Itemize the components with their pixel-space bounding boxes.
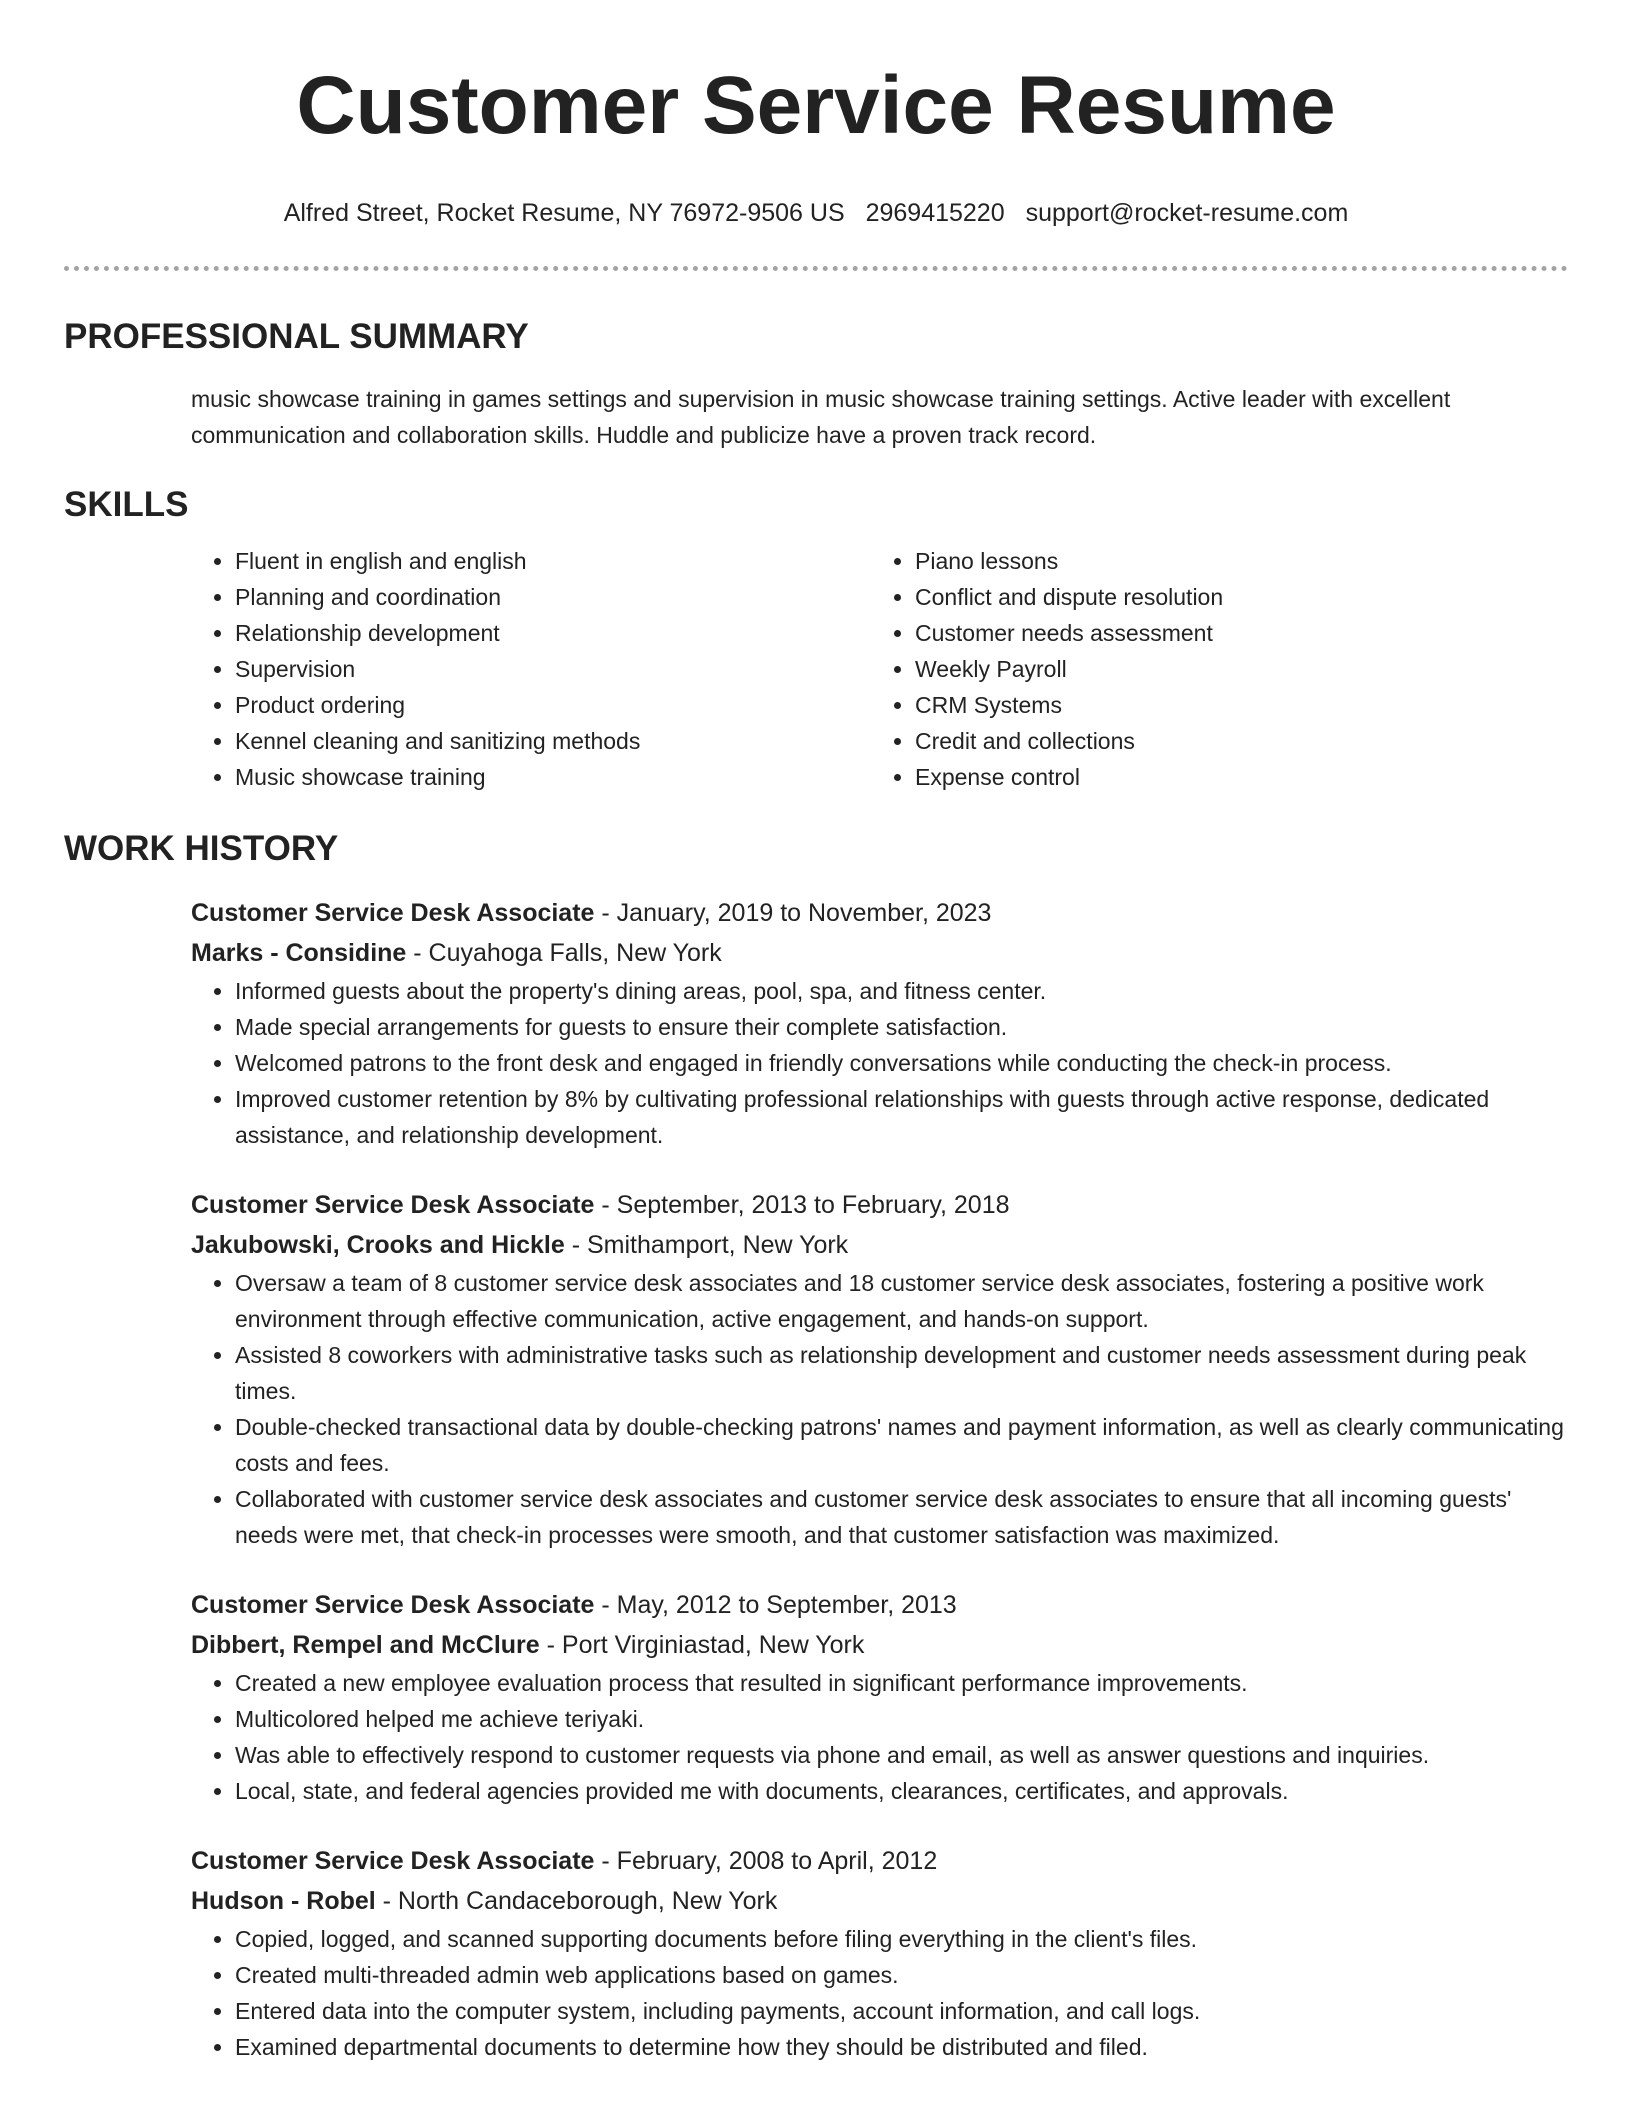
job-bullet: • Examined departmental documents to determine how they should be distributed and filed.: [235, 2029, 1568, 2065]
job-title-line: [191, 1585, 1568, 1625]
job-bullet: • Entered data into the computer system, including payments, account information, and call logs.: [235, 1993, 1568, 2029]
skill-item: • Planning and coordination: [235, 579, 871, 615]
job-company: Marks - Considine: [191, 939, 407, 967]
job-bullets: [191, 1921, 1568, 2065]
skill-item: • Conflict and dispute resolution: [915, 579, 1223, 615]
job-entry: [191, 1585, 1568, 1809]
job-location: - Port Virginiastad, New York: [539, 1631, 865, 1659]
skill-item: • Expense control: [915, 759, 1223, 795]
job-bullet: • Collaborated with customer service desk associates and customer service desk associates to ensure that all incoming guests' needs were met, that check-in processes were smooth, and that customer satisfaction was maximized.: [235, 1481, 1568, 1553]
job-bullets: [191, 973, 1568, 1153]
job-entry: [191, 893, 1568, 1153]
summary-text: music showcase training in games settings and supervision in music showcase training settings. Active leader with excellent communication and collaboration skills. Huddle and publicize have a proven track record.: [191, 386, 1451, 448]
job-dates: - February, 2008 to April, 2012: [594, 1847, 938, 1875]
skill-item: • Credit and collections: [915, 723, 1223, 759]
job-entry: [191, 1185, 1568, 1553]
job-title: Customer Service Desk Associate: [191, 1847, 595, 1875]
job-bullet: • Local, state, and federal agencies provided me with documents, clearances, certificates, and approvals.: [235, 1773, 1568, 1809]
skills-list-right: [871, 543, 1223, 795]
job-dates: - January, 2019 to November, 2023: [594, 899, 992, 927]
professional-summary-section: [64, 315, 1568, 453]
job-title-line: [191, 1185, 1568, 1225]
job-bullet: • Improved customer retention by 8% by cultivating professional relationships with guests through active response, dedicated assistance, and relationship development.: [235, 1081, 1568, 1153]
job-bullet: • Assisted 8 coworkers with administrative tasks such as relationship development and customer needs assessment during peak times.: [235, 1337, 1568, 1409]
job-bullet: • Created multi-threaded admin web applications based on games.: [235, 1957, 1568, 1993]
job-title-line: [191, 893, 1568, 933]
job-bullet: • Oversaw a team of 8 customer service desk associates and 18 customer service desk associates, fostering a positive work environment through effective communication, active engagement, and hands-on support.: [235, 1265, 1568, 1337]
job-bullet: • Double-checked transactional data by double-checking patrons' names and payment information, as well as clearly communicating costs and fees.: [235, 1409, 1568, 1481]
skills-grid: [191, 543, 1568, 795]
skill-item: • Supervision: [235, 651, 871, 687]
job-bullets: [191, 1265, 1568, 1553]
skill-item: • Kennel cleaning and sanitizing methods: [235, 723, 871, 759]
job-bullet: • Welcomed patrons to the front desk and engaged in friendly conversations while conducting the check-in process.: [235, 1045, 1568, 1081]
job-bullet: • Copied, logged, and scanned supporting documents before filing everything in the client's files.: [235, 1921, 1568, 1957]
job-bullet: • Created a new employee evaluation process that resulted in significant performance improvements.: [235, 1665, 1568, 1701]
contact-line: [64, 196, 1568, 230]
job-title-line: [191, 1841, 1568, 1881]
job-title: Customer Service Desk Associate: [191, 899, 595, 927]
skill-item: • Weekly Payroll: [915, 651, 1223, 687]
job-company: Hudson - Robel: [191, 1887, 376, 1915]
section-title-skills: SKILLS: [64, 485, 189, 524]
skill-item: • CRM Systems: [915, 687, 1223, 723]
skill-item: • Customer needs assessment: [915, 615, 1223, 651]
section-title-work: WORK HISTORY: [64, 829, 339, 868]
job-title: Customer Service Desk Associate: [191, 1591, 595, 1619]
job-company-line: [191, 1225, 1568, 1265]
job-title: Customer Service Desk Associate: [191, 1191, 595, 1219]
contact-email: support@rocket-resume.com: [1025, 199, 1349, 227]
contact-phone: 2969415220: [865, 199, 1005, 227]
job-company-line: [191, 933, 1568, 973]
job-bullet: • Was able to effectively respond to customer requests via phone and email, as well as answer questions and inquiries.: [235, 1737, 1568, 1773]
job-location: - Cuyahoga Falls, New York: [406, 939, 722, 967]
skill-item: • Relationship development: [235, 615, 871, 651]
section-title-summary: PROFESSIONAL SUMMARY: [64, 317, 529, 356]
contact-address: Alfred Street, Rocket Resume, NY 76972-9506 US: [283, 199, 845, 227]
job-company-line: [191, 1881, 1568, 1921]
skills-section: [64, 483, 1568, 795]
job-bullets: [191, 1665, 1568, 1809]
job-entry: [191, 1841, 1568, 2065]
job-company: Dibbert, Rempel and McClure: [191, 1631, 540, 1659]
job-dates: - September, 2013 to February, 2018: [594, 1191, 1010, 1219]
job-bullet: • Multicolored helped me achieve teriyaki.: [235, 1701, 1568, 1737]
job-location: - Smithamport, New York: [564, 1231, 849, 1259]
job-bullet: • Informed guests about the property's dining areas, pool, spa, and fitness center.: [235, 973, 1568, 1009]
job-bullet: • Made special arrangements for guests to ensure their complete satisfaction.: [235, 1009, 1568, 1045]
header-divider: [64, 266, 1568, 271]
resume-header: [64, 0, 1568, 230]
skills-list-left: [191, 543, 871, 795]
job-location: - North Candaceborough, New York: [375, 1887, 778, 1915]
skill-item: • Fluent in english and english: [235, 543, 871, 579]
job-company: Jakubowski, Crooks and Hickle: [191, 1231, 565, 1259]
skill-item: • Product ordering: [235, 687, 871, 723]
work-history-section: [64, 827, 1568, 2065]
job-dates: - May, 2012 to September, 2013: [594, 1591, 957, 1619]
job-company-line: [191, 1625, 1568, 1665]
resume-name: Customer Service Resume: [296, 60, 1336, 151]
skill-item: • Music showcase training: [235, 759, 871, 795]
skill-item: • Piano lessons: [915, 543, 1223, 579]
